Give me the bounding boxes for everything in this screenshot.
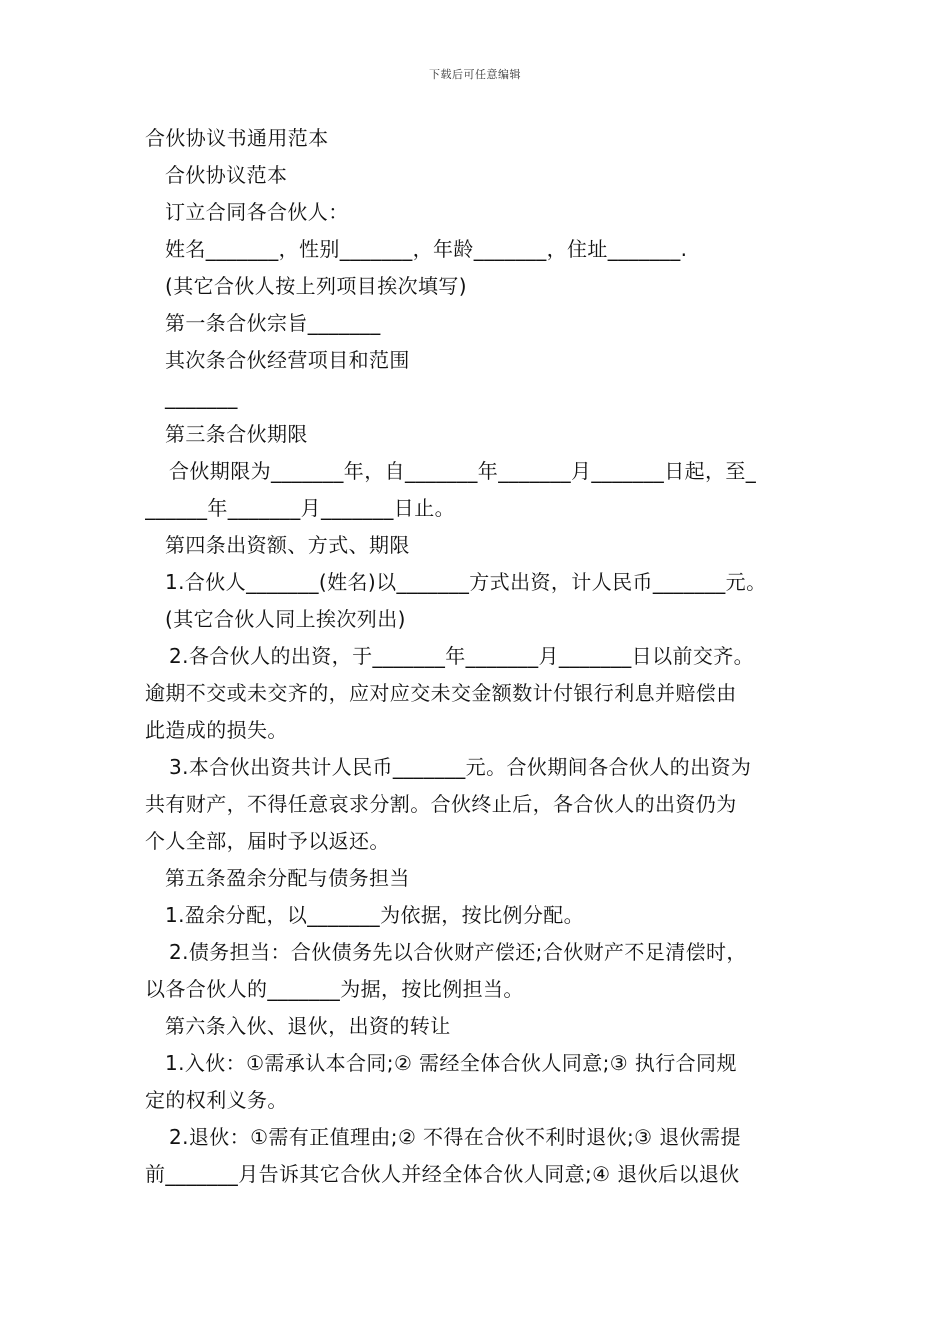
paragraph-line: 定的权利义务。 — [145, 1088, 288, 1112]
paragraph-line: (其它合伙人按上列项目挨次填写) — [165, 274, 468, 298]
paragraph-line: 1.盈余分配，以_______为依据，按比例分配。 — [165, 903, 585, 927]
paragraph-line: ______年_______月_______日止。 — [145, 496, 455, 520]
paragraph-line: 订立合同各合伙人： — [165, 200, 349, 224]
article-heading: 其次条合伙经营项目和范围 — [165, 348, 410, 372]
paragraph-line: 合伙期限为_______年，自_______年_______月_______日起，至_ — [169, 459, 757, 483]
page-header-note: 下载后可任意编辑 — [429, 68, 521, 81]
paragraph-line: 2.各合伙人的出资，于_______年_______月_______日以前交齐。 — [169, 644, 755, 668]
article-heading: 第六条入伙、退伙，出资的转让 — [165, 1014, 451, 1038]
paragraph-line: 姓名_______，性别_______，年龄_______，住址_______. — [165, 237, 688, 261]
paragraph-line: 个人全部，届时予以返还。 — [145, 829, 390, 853]
blank-line: _______ — [165, 385, 238, 409]
document-body — [145, 120, 813, 1193]
paragraph-line: 2.债务担当：合伙债务先以合伙财产偿还;合伙财产不足清偿时， — [169, 940, 747, 964]
paragraph-line: 3.本合伙出资共计人民币_______元。合伙期间各合伙人的出资为 — [169, 755, 752, 779]
paragraph-line: 1.入伙：①需承认本合同;② 需经全体合伙人同意;③ 执行合同规 — [165, 1051, 737, 1075]
paragraph-line: 此造成的损失。 — [145, 718, 288, 742]
paragraph-line: 前_______月告诉其它合伙人并经全体合伙人同意;④ 退伙后以退伙 — [145, 1162, 740, 1186]
article-heading: 第一条合伙宗旨_______ — [165, 311, 381, 335]
article-heading: 第五条盈余分配与债务担当 — [165, 866, 410, 890]
paragraph-line: (其它合伙人同上挨次列出) — [165, 607, 406, 631]
paragraph-line: 以各合伙人的_______为据，按比例担当。 — [145, 977, 524, 1001]
paragraph-line: 2.退伙：①需有正值理由;② 不得在合伙不利时退伙;③ 退伙需提 — [169, 1125, 741, 1149]
paragraph-line: 逾期不交或未交齐的，应对应交未交金额数计付银行利息并赔偿由 — [145, 681, 737, 705]
article-heading: 第四条出资额、方式、期限 — [165, 533, 410, 557]
paragraph-line: 共有财产，不得任意哀求分割。合伙终止后，各合伙人的出资仍为 — [145, 792, 737, 816]
paragraph-line: 1.合伙人_______(姓名)以_______方式出资，计人民币_______元。 — [165, 570, 767, 594]
article-heading: 第三条合伙期限 — [165, 422, 308, 446]
section-title: 合伙协议范本 — [165, 163, 288, 187]
document-title: 合伙协议书通用范本 — [145, 126, 329, 150]
